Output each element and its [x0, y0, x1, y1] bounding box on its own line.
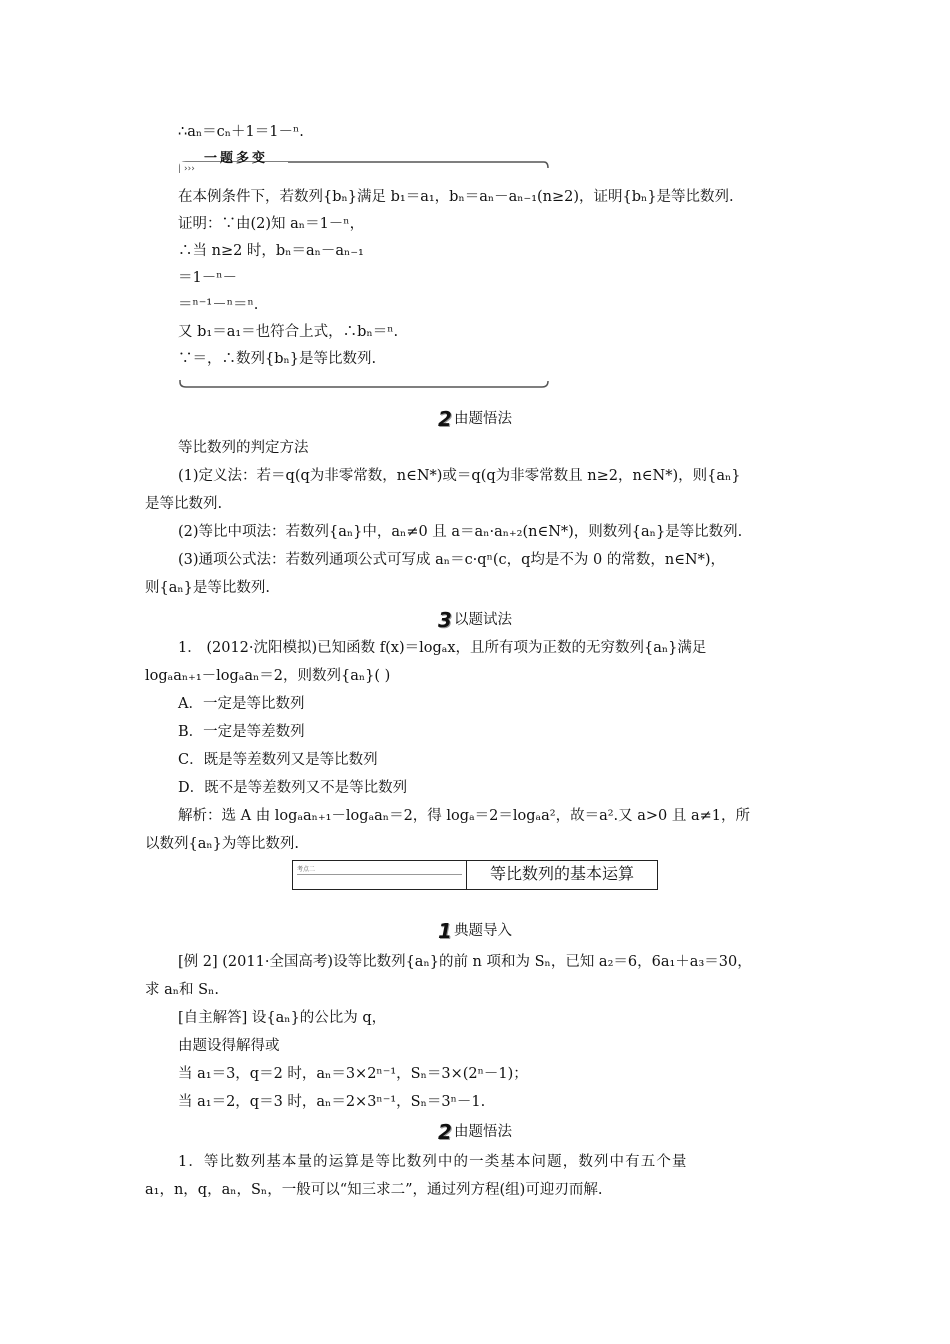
section-number: 1: [438, 919, 452, 943]
section-heading: [0, 1122, 950, 1142]
text-line: 由题设得解得或: [178, 1038, 280, 1054]
text-line: 又 b₁＝a₁＝也符合上式，∴bₙ＝ⁿ.: [178, 324, 399, 340]
section-number: 3: [438, 608, 452, 632]
section-heading: [0, 610, 950, 630]
text-line: (1)定义法：若＝q(q为非零常数，n∈N*)或＝q(q为非零常数且 n≥2，n∈N*)，则{aₙ}: [178, 468, 741, 484]
text-line: a₁，n，q，aₙ，Sₙ，一般可以“知三求二”，通过列方程(组)可迎刃而解.: [145, 1182, 603, 1198]
text-line: ∴aₙ＝cₙ＋1＝1－ⁿ.: [178, 124, 304, 140]
text-line: 则{aₙ}是等比数列.: [145, 580, 270, 596]
choice-a: A．一定是等比数列: [178, 696, 305, 712]
topic-table-tiny-label: 考点二: [297, 866, 316, 873]
text-line: 当 a₁＝3，q＝2 时，aₙ＝3×2ⁿ⁻¹，Sₙ＝3×(2ⁿ－1)；: [178, 1066, 528, 1082]
divider: [297, 874, 462, 875]
choice-b: B．一定是等差数列: [178, 724, 305, 740]
text-line: 证明：∵由(2)知 aₙ＝1－ⁿ，: [178, 216, 365, 232]
text-line: 在本例条件下，若数列{bₙ}满足 b₁＝a₁，bₙ＝aₙ－aₙ₋₁(n≥2)，证明{bₙ}是等比数列.: [178, 189, 734, 205]
text-line: ＝1－ⁿ－: [178, 270, 237, 286]
section-heading-text: 典题导入: [453, 923, 512, 939]
text-line: 1．等比数列基本量的运算是等比数列中的一类基本问题，数列中有五个量: [178, 1154, 688, 1170]
topic-table-title: 等比数列的基本运算: [489, 864, 634, 883]
topic-table-left-cell: [293, 861, 467, 889]
text-line: 以数列{aₙ}为等比数列.: [145, 836, 299, 852]
text-line: ＝ⁿ⁻¹－ⁿ＝ⁿ.: [178, 297, 259, 313]
variant-banner-bottom: [178, 378, 550, 390]
text-line: 当 a₁＝2，q＝3 时，aₙ＝2×3ⁿ⁻¹，Sₙ＝3ⁿ－1.: [178, 1094, 486, 1110]
text-line: 是等比数列.: [145, 496, 223, 512]
section-heading-text: 以题试法: [453, 612, 512, 628]
text-line: [例 2] (2011·全国高考)设等比数列{aₙ}的前 n 项和为 Sₙ，已知 a₂＝6，6a₁＋a₃＝30，: [178, 954, 752, 970]
text-line: ∵＝，∴数列{bₙ}是等比数列.: [178, 351, 377, 367]
choice-d: D．既不是等差数列又不是等比数列: [178, 780, 408, 796]
text-line: 等比数列的判定方法: [178, 440, 309, 456]
text-line: (3)通项公式法：若数列通项公式可写成 aₙ＝c·qⁿ(c，q均是不为 0 的常数，n∈N*)，: [178, 552, 726, 568]
variant-banner-label: 一题多变: [204, 151, 269, 166]
text-line: 求 aₙ和 Sₙ.: [145, 982, 219, 998]
svg-text:›››: ›››: [184, 164, 195, 174]
section-heading: [0, 921, 950, 941]
text-line: 1． (2012·沈阳模拟)已知函数 f(x)＝logₐx，且所有项为正数的无穷数列{aₙ}满足: [178, 640, 707, 656]
text-line: ∴当 n≥2 时，bₙ＝aₙ－aₙ₋₁: [178, 243, 364, 259]
text-line: logₐaₙ₊₁－logₐaₙ＝2，则数列{aₙ}( ): [145, 668, 391, 684]
text-line: (2)等比中项法：若数列{aₙ}中，aₙ≠0 且 a＝aₙ·aₙ₊₂(n∈N*)，则数列{aₙ}是等比数列.: [178, 524, 743, 540]
text-line: [自主解答] 设{aₙ}的公比为 q，: [178, 1010, 387, 1026]
section-number: 2: [438, 407, 452, 431]
section-heading: [0, 409, 950, 429]
text-line: 解析：选 A 由 logₐaₙ₊₁－logₐaₙ＝2，得 logₐ＝2＝logₐa²，故＝a².又 a>0 且 a≠1，所: [178, 808, 751, 824]
choice-c: C．既是等差数列又是等比数列: [178, 752, 378, 768]
topic-table: [292, 860, 658, 890]
section-heading-text: 由题悟法: [453, 411, 512, 427]
section-number: 2: [438, 1120, 452, 1144]
section-heading-text: 由题悟法: [453, 1124, 512, 1140]
